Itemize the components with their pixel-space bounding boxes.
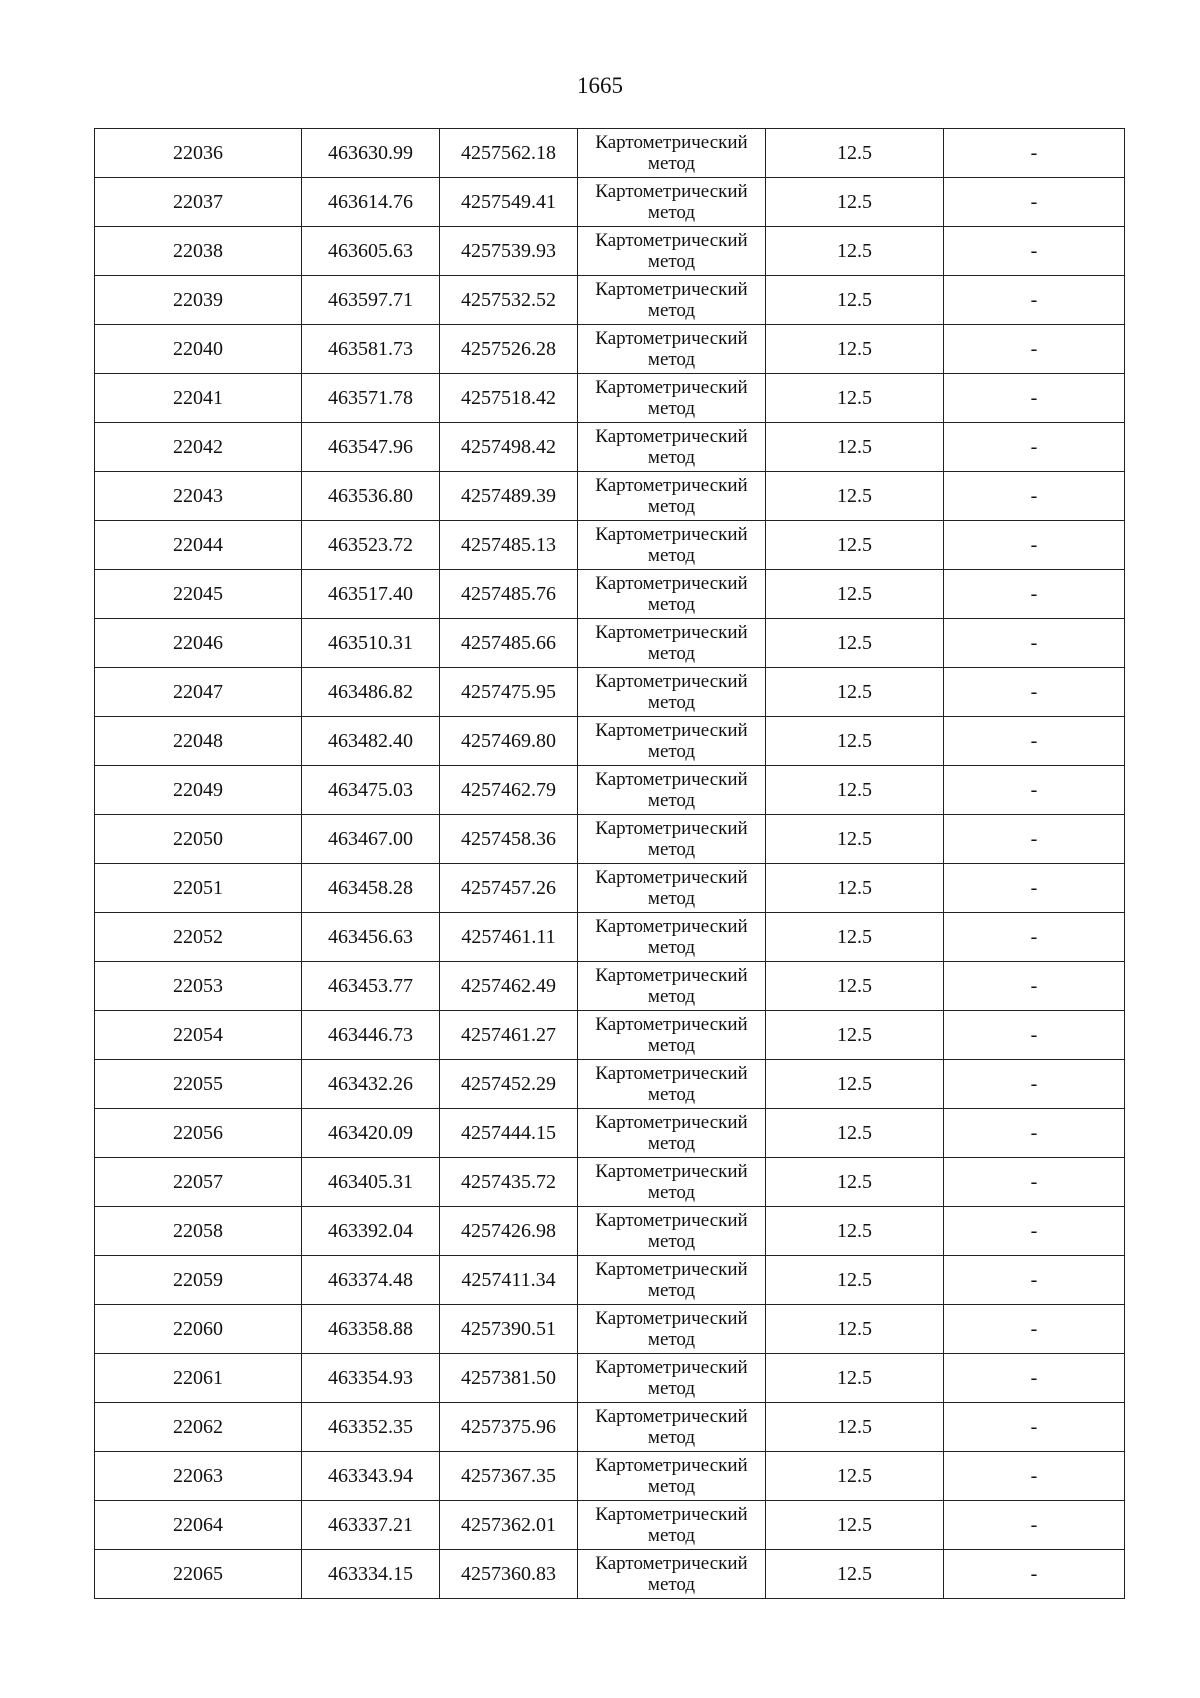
table-row [95, 423, 1125, 472]
point-id-cell: 22039 [95, 276, 302, 325]
point-id-cell: 22048 [95, 717, 302, 766]
method-cell [578, 1011, 766, 1060]
note-cell: - [944, 815, 1125, 864]
note-cell: - [944, 1354, 1125, 1403]
method-line-2: метод [647, 447, 696, 468]
method-line-2: метод [647, 692, 696, 713]
table-row [95, 864, 1125, 913]
x-coordinate-cell: 463354.93 [302, 1354, 440, 1403]
note-cell: - [944, 766, 1125, 815]
method-line-2: метод [647, 790, 696, 811]
note-cell: - [944, 1158, 1125, 1207]
method-line-2: метод [647, 1378, 696, 1399]
accuracy-cell: 12.5 [766, 1305, 944, 1354]
y-coordinate-cell: 4257461.27 [440, 1011, 578, 1060]
table-row [95, 1011, 1125, 1060]
x-coordinate-cell: 463420.09 [302, 1109, 440, 1158]
point-id-cell: 22047 [95, 668, 302, 717]
x-coordinate-cell: 463358.88 [302, 1305, 440, 1354]
method-line-1: Картометрический [595, 1553, 748, 1574]
method-line-2: метод [647, 1133, 696, 1154]
point-id-cell: 22049 [95, 766, 302, 815]
y-coordinate-cell: 4257461.11 [440, 913, 578, 962]
point-id-cell: 22043 [95, 472, 302, 521]
method-cell [578, 717, 766, 766]
method-line-1: Картометрический [595, 671, 748, 692]
table-row [95, 1550, 1125, 1599]
method-cell [578, 1354, 766, 1403]
method-line-2: метод [647, 1476, 696, 1497]
method-cell [578, 423, 766, 472]
method-line-1: Картометрический [595, 230, 748, 251]
point-id-cell: 22053 [95, 962, 302, 1011]
point-id-cell: 22055 [95, 1060, 302, 1109]
method-cell [578, 766, 766, 815]
y-coordinate-cell: 4257475.95 [440, 668, 578, 717]
note-cell: - [944, 668, 1125, 717]
table-row [95, 374, 1125, 423]
method-line-1: Картометрический [595, 1112, 748, 1133]
method-line-1: Картометрический [595, 622, 748, 643]
note-cell: - [944, 619, 1125, 668]
point-id-cell: 22051 [95, 864, 302, 913]
y-coordinate-cell: 4257444.15 [440, 1109, 578, 1158]
table-row [95, 619, 1125, 668]
x-coordinate-cell: 463374.48 [302, 1256, 440, 1305]
note-cell: - [944, 276, 1125, 325]
method-line-1: Картометрический [595, 328, 748, 349]
accuracy-cell: 12.5 [766, 913, 944, 962]
y-coordinate-cell: 4257526.28 [440, 325, 578, 374]
y-coordinate-cell: 4257435.72 [440, 1158, 578, 1207]
method-line-2: метод [647, 1035, 696, 1056]
table-row [95, 668, 1125, 717]
method-line-1: Картометрический [595, 1014, 748, 1035]
accuracy-cell: 12.5 [766, 227, 944, 276]
method-line-1: Картометрический [595, 1406, 748, 1427]
point-id-cell: 22065 [95, 1550, 302, 1599]
method-line-1: Картометрический [595, 1161, 748, 1182]
x-coordinate-cell: 463458.28 [302, 864, 440, 913]
point-id-cell: 22064 [95, 1501, 302, 1550]
point-id-cell: 22037 [95, 178, 302, 227]
x-coordinate-cell: 463343.94 [302, 1452, 440, 1501]
method-line-2: метод [647, 1427, 696, 1448]
y-coordinate-cell: 4257485.13 [440, 521, 578, 570]
x-coordinate-cell: 463482.40 [302, 717, 440, 766]
method-cell [578, 276, 766, 325]
method-line-2: метод [647, 986, 696, 1007]
x-coordinate-cell: 463352.35 [302, 1403, 440, 1452]
x-coordinate-cell: 463453.77 [302, 962, 440, 1011]
method-cell [578, 1550, 766, 1599]
accuracy-cell: 12.5 [766, 325, 944, 374]
x-coordinate-cell: 463432.26 [302, 1060, 440, 1109]
note-cell: - [944, 129, 1125, 178]
method-line-2: метод [647, 1574, 696, 1595]
note-cell: - [944, 1060, 1125, 1109]
accuracy-cell: 12.5 [766, 717, 944, 766]
table-row [95, 227, 1125, 276]
note-cell: - [944, 1550, 1125, 1599]
point-id-cell: 22054 [95, 1011, 302, 1060]
table-row [95, 766, 1125, 815]
table-row [95, 717, 1125, 766]
note-cell: - [944, 570, 1125, 619]
x-coordinate-cell: 463337.21 [302, 1501, 440, 1550]
method-line-2: метод [647, 300, 696, 321]
y-coordinate-cell: 4257381.50 [440, 1354, 578, 1403]
method-line-1: Картометрический [595, 132, 748, 153]
accuracy-cell: 12.5 [766, 864, 944, 913]
table-row [95, 129, 1125, 178]
method-cell [578, 815, 766, 864]
note-cell: - [944, 1501, 1125, 1550]
point-id-cell: 22059 [95, 1256, 302, 1305]
method-line-2: метод [647, 1329, 696, 1350]
note-cell: - [944, 374, 1125, 423]
method-line-2: метод [647, 937, 696, 958]
x-coordinate-cell: 463581.73 [302, 325, 440, 374]
point-id-cell: 22044 [95, 521, 302, 570]
method-cell [578, 570, 766, 619]
method-line-1: Картометрический [595, 1357, 748, 1378]
method-cell [578, 668, 766, 717]
x-coordinate-cell: 463510.31 [302, 619, 440, 668]
point-id-cell: 22060 [95, 1305, 302, 1354]
note-cell: - [944, 1207, 1125, 1256]
accuracy-cell: 12.5 [766, 570, 944, 619]
point-id-cell: 22056 [95, 1109, 302, 1158]
table-row [95, 815, 1125, 864]
y-coordinate-cell: 4257469.80 [440, 717, 578, 766]
accuracy-cell: 12.5 [766, 1403, 944, 1452]
x-coordinate-cell: 463392.04 [302, 1207, 440, 1256]
y-coordinate-cell: 4257362.01 [440, 1501, 578, 1550]
y-coordinate-cell: 4257367.35 [440, 1452, 578, 1501]
method-line-2: метод [647, 251, 696, 272]
x-coordinate-cell: 463605.63 [302, 227, 440, 276]
page-number: 1665 [577, 73, 623, 98]
note-cell: - [944, 1109, 1125, 1158]
accuracy-cell: 12.5 [766, 178, 944, 227]
method-line-2: метод [647, 1525, 696, 1546]
table-row [95, 1158, 1125, 1207]
table-row [95, 962, 1125, 1011]
point-id-cell: 22052 [95, 913, 302, 962]
point-id-cell: 22042 [95, 423, 302, 472]
y-coordinate-cell: 4257549.41 [440, 178, 578, 227]
y-coordinate-cell: 4257457.26 [440, 864, 578, 913]
accuracy-cell: 12.5 [766, 962, 944, 1011]
accuracy-cell: 12.5 [766, 1109, 944, 1158]
point-id-cell: 22057 [95, 1158, 302, 1207]
coordinates-table-body [95, 129, 1125, 1599]
x-coordinate-cell: 463475.03 [302, 766, 440, 815]
y-coordinate-cell: 4257462.79 [440, 766, 578, 815]
method-cell [578, 1501, 766, 1550]
coordinates-table [94, 128, 1125, 1599]
note-cell: - [944, 423, 1125, 472]
note-cell: - [944, 864, 1125, 913]
y-coordinate-cell: 4257562.18 [440, 129, 578, 178]
note-cell: - [944, 472, 1125, 521]
point-id-cell: 22061 [95, 1354, 302, 1403]
method-cell [578, 1060, 766, 1109]
note-cell: - [944, 1305, 1125, 1354]
table-row [95, 570, 1125, 619]
method-cell [578, 325, 766, 374]
note-cell: - [944, 178, 1125, 227]
table-row [95, 1256, 1125, 1305]
table-row [95, 913, 1125, 962]
y-coordinate-cell: 4257539.93 [440, 227, 578, 276]
y-coordinate-cell: 4257375.96 [440, 1403, 578, 1452]
table-row [95, 1452, 1125, 1501]
method-line-1: Картометрический [595, 818, 748, 839]
method-line-1: Картометрический [595, 720, 748, 741]
method-cell [578, 1256, 766, 1305]
method-line-1: Картометрический [595, 475, 748, 496]
accuracy-cell: 12.5 [766, 521, 944, 570]
method-line-2: метод [647, 888, 696, 909]
x-coordinate-cell: 463614.76 [302, 178, 440, 227]
method-line-2: метод [647, 839, 696, 860]
y-coordinate-cell: 4257532.52 [440, 276, 578, 325]
method-line-2: метод [647, 1280, 696, 1301]
method-cell [578, 1305, 766, 1354]
accuracy-cell: 12.5 [766, 1011, 944, 1060]
point-id-cell: 22040 [95, 325, 302, 374]
y-coordinate-cell: 4257458.36 [440, 815, 578, 864]
method-line-1: Картометрический [595, 279, 748, 300]
method-cell [578, 129, 766, 178]
x-coordinate-cell: 463334.15 [302, 1550, 440, 1599]
method-line-1: Картометрический [595, 1259, 748, 1280]
accuracy-cell: 12.5 [766, 668, 944, 717]
table-row [95, 472, 1125, 521]
note-cell: - [944, 913, 1125, 962]
method-line-1: Картометрический [595, 1063, 748, 1084]
method-cell [578, 913, 766, 962]
method-cell [578, 521, 766, 570]
point-id-cell: 22050 [95, 815, 302, 864]
accuracy-cell: 12.5 [766, 766, 944, 815]
method-line-2: метод [647, 643, 696, 664]
method-line-2: метод [647, 741, 696, 762]
x-coordinate-cell: 463517.40 [302, 570, 440, 619]
method-line-2: метод [647, 398, 696, 419]
point-id-cell: 22046 [95, 619, 302, 668]
method-cell [578, 1452, 766, 1501]
y-coordinate-cell: 4257498.42 [440, 423, 578, 472]
x-coordinate-cell: 463536.80 [302, 472, 440, 521]
method-line-2: метод [647, 153, 696, 174]
x-coordinate-cell: 463486.82 [302, 668, 440, 717]
point-id-cell: 22038 [95, 227, 302, 276]
y-coordinate-cell: 4257489.39 [440, 472, 578, 521]
note-cell: - [944, 962, 1125, 1011]
note-cell: - [944, 227, 1125, 276]
accuracy-cell: 12.5 [766, 423, 944, 472]
point-id-cell: 22045 [95, 570, 302, 619]
table-row [95, 325, 1125, 374]
y-coordinate-cell: 4257452.29 [440, 1060, 578, 1109]
table-row [95, 1501, 1125, 1550]
method-cell [578, 472, 766, 521]
x-coordinate-cell: 463597.71 [302, 276, 440, 325]
method-cell [578, 962, 766, 1011]
table-row [95, 1060, 1125, 1109]
x-coordinate-cell: 463467.00 [302, 815, 440, 864]
method-line-1: Картометрический [595, 1210, 748, 1231]
accuracy-cell: 12.5 [766, 276, 944, 325]
method-line-1: Картометрический [595, 377, 748, 398]
method-line-1: Картометрический [595, 573, 748, 594]
table-row [95, 276, 1125, 325]
accuracy-cell: 12.5 [766, 374, 944, 423]
accuracy-cell: 12.5 [766, 1060, 944, 1109]
table-row [95, 1403, 1125, 1452]
table-row [95, 521, 1125, 570]
point-id-cell: 22058 [95, 1207, 302, 1256]
x-coordinate-cell: 463630.99 [302, 129, 440, 178]
table-row [95, 1354, 1125, 1403]
method-cell [578, 1109, 766, 1158]
method-line-1: Картометрический [595, 916, 748, 937]
method-cell [578, 1158, 766, 1207]
method-cell [578, 1403, 766, 1452]
method-line-2: метод [647, 545, 696, 566]
point-id-cell: 22041 [95, 374, 302, 423]
method-cell [578, 864, 766, 913]
method-line-1: Картометрический [595, 867, 748, 888]
y-coordinate-cell: 4257485.66 [440, 619, 578, 668]
method-line-1: Картометрический [595, 181, 748, 202]
accuracy-cell: 12.5 [766, 1501, 944, 1550]
method-cell [578, 1207, 766, 1256]
method-line-2: метод [647, 594, 696, 615]
note-cell: - [944, 1452, 1125, 1501]
y-coordinate-cell: 4257390.51 [440, 1305, 578, 1354]
accuracy-cell: 12.5 [766, 1207, 944, 1256]
note-cell: - [944, 1403, 1125, 1452]
y-coordinate-cell: 4257411.34 [440, 1256, 578, 1305]
y-coordinate-cell: 4257462.49 [440, 962, 578, 1011]
x-coordinate-cell: 463446.73 [302, 1011, 440, 1060]
accuracy-cell: 12.5 [766, 1550, 944, 1599]
accuracy-cell: 12.5 [766, 1158, 944, 1207]
note-cell: - [944, 325, 1125, 374]
method-cell [578, 227, 766, 276]
accuracy-cell: 12.5 [766, 1256, 944, 1305]
method-line-1: Картометрический [595, 426, 748, 447]
table-row [95, 178, 1125, 227]
table-row [95, 1305, 1125, 1354]
note-cell: - [944, 1011, 1125, 1060]
y-coordinate-cell: 4257485.76 [440, 570, 578, 619]
method-line-2: метод [647, 349, 696, 370]
accuracy-cell: 12.5 [766, 1452, 944, 1501]
method-line-2: метод [647, 1231, 696, 1252]
x-coordinate-cell: 463523.72 [302, 521, 440, 570]
method-line-1: Картометрический [595, 524, 748, 545]
y-coordinate-cell: 4257518.42 [440, 374, 578, 423]
method-line-1: Картометрический [595, 1455, 748, 1476]
accuracy-cell: 12.5 [766, 815, 944, 864]
method-line-2: метод [647, 496, 696, 517]
accuracy-cell: 12.5 [766, 472, 944, 521]
method-cell [578, 178, 766, 227]
x-coordinate-cell: 463456.63 [302, 913, 440, 962]
note-cell: - [944, 521, 1125, 570]
x-coordinate-cell: 463547.96 [302, 423, 440, 472]
note-cell: - [944, 1256, 1125, 1305]
method-line-1: Картометрический [595, 965, 748, 986]
method-line-1: Картометрический [595, 1308, 748, 1329]
method-line-2: метод [647, 1084, 696, 1105]
method-line-1: Картометрический [595, 1504, 748, 1525]
point-id-cell: 22036 [95, 129, 302, 178]
x-coordinate-cell: 463571.78 [302, 374, 440, 423]
y-coordinate-cell: 4257426.98 [440, 1207, 578, 1256]
table-row [95, 1207, 1125, 1256]
accuracy-cell: 12.5 [766, 1354, 944, 1403]
method-line-1: Картометрический [595, 769, 748, 790]
accuracy-cell: 12.5 [766, 129, 944, 178]
x-coordinate-cell: 463405.31 [302, 1158, 440, 1207]
note-cell: - [944, 717, 1125, 766]
point-id-cell: 22063 [95, 1452, 302, 1501]
method-line-2: метод [647, 202, 696, 223]
y-coordinate-cell: 4257360.83 [440, 1550, 578, 1599]
method-cell [578, 374, 766, 423]
method-line-2: метод [647, 1182, 696, 1203]
point-id-cell: 22062 [95, 1403, 302, 1452]
table-row [95, 1109, 1125, 1158]
method-cell [578, 619, 766, 668]
accuracy-cell: 12.5 [766, 619, 944, 668]
